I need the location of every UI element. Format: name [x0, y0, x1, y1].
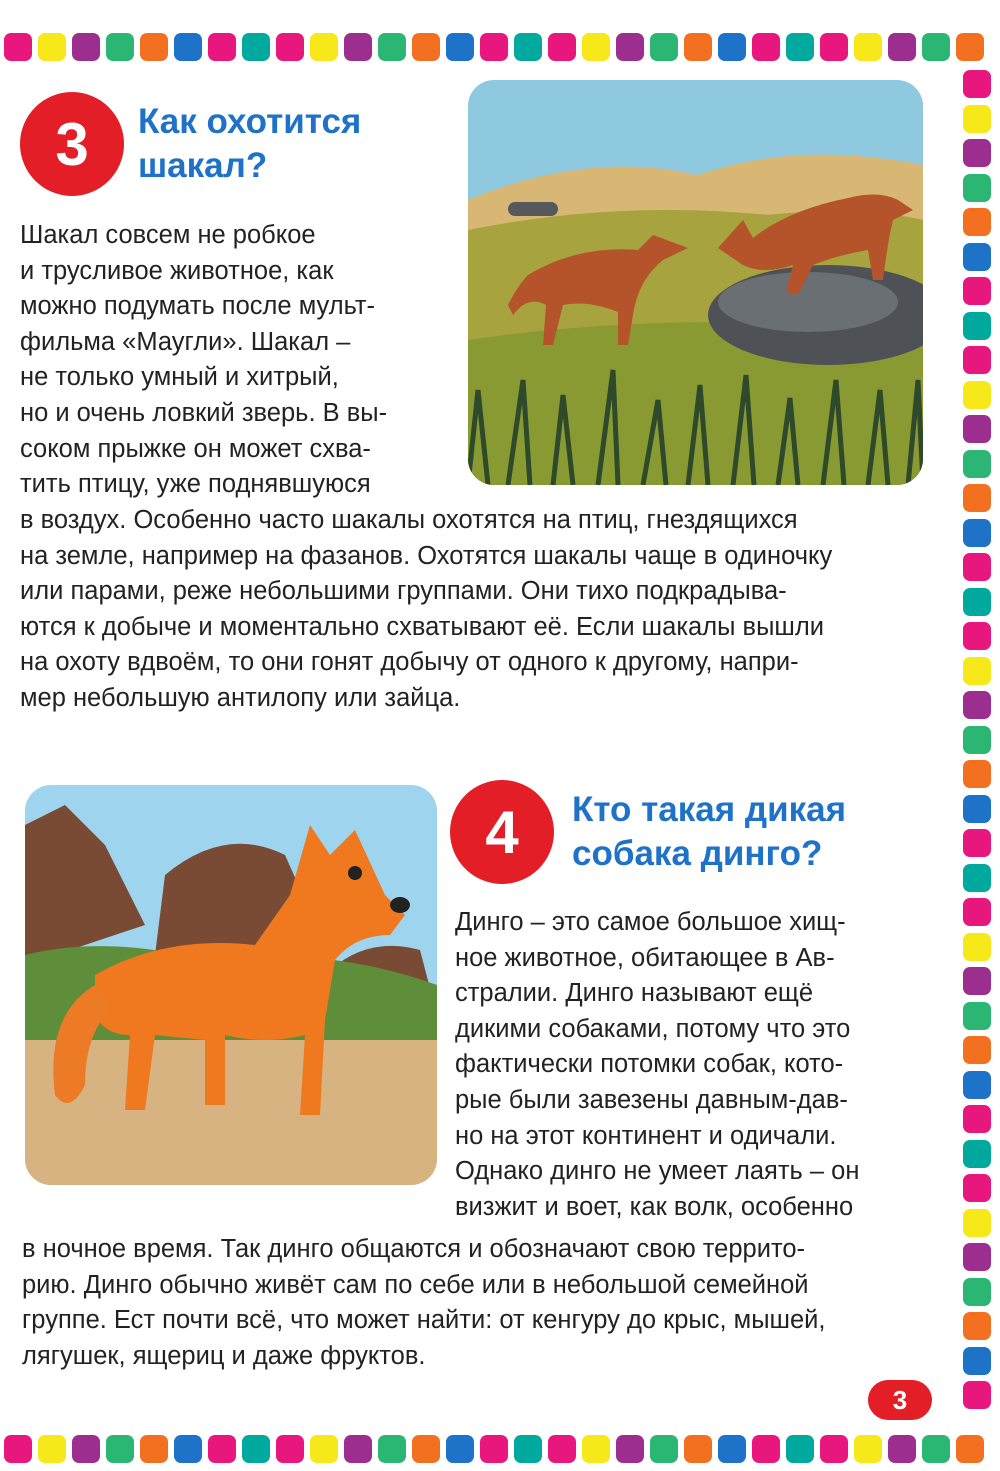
- border-square: [684, 33, 712, 61]
- border-square: [963, 1002, 991, 1030]
- border-square: [514, 33, 542, 61]
- text-line: тить птицу, уже поднявшуюся: [20, 470, 371, 499]
- border-square: [344, 1435, 372, 1463]
- text-line: рые были завезены давным-дав-: [455, 1085, 848, 1114]
- border-square: [4, 1435, 32, 1463]
- border-square: [752, 1435, 780, 1463]
- border-square: [72, 1435, 100, 1463]
- text-line: ное животное, обитающее в Ав-: [455, 943, 835, 972]
- border-square: [548, 1435, 576, 1463]
- border-square: [956, 1435, 984, 1463]
- border-square: [378, 1435, 406, 1463]
- border-square: [718, 33, 746, 61]
- dingo-illustration: [25, 785, 437, 1185]
- section-heading: [572, 788, 846, 876]
- decorative-border-right: [960, 70, 994, 1430]
- border-square: [963, 1347, 991, 1375]
- border-square: [208, 1435, 236, 1463]
- text-line: мер небольшую антилопу или зайца.: [20, 683, 461, 712]
- border-square: [963, 70, 991, 98]
- text-line: Шакал совсем не робкое: [20, 221, 316, 249]
- border-square: [963, 1105, 991, 1133]
- border-square: [963, 312, 991, 340]
- text-line: группе. Ест почти всё, что может найти: от кенгуру до крыс, мышей,: [22, 1306, 826, 1335]
- border-square: [963, 622, 991, 650]
- border-square: [963, 864, 991, 892]
- border-square: [4, 33, 32, 61]
- border-square: [820, 1435, 848, 1463]
- text-line: в воздух. Особенно часто шакалы охотятся на птиц, гнездящихся: [20, 506, 798, 534]
- border-square: [242, 1435, 270, 1463]
- heading-line: собака динго?: [572, 834, 823, 873]
- border-square: [963, 1278, 991, 1306]
- border-square: [963, 1209, 991, 1237]
- jackals-illustration: [468, 80, 923, 485]
- border-square: [582, 33, 610, 61]
- border-square: [616, 33, 644, 61]
- border-square: [888, 1435, 916, 1463]
- text-line: фильма «Маугли». Шакал –: [20, 327, 351, 356]
- border-square: [786, 33, 814, 61]
- text-line: или парами, реже небольшими группами. Они тихо подкрадыва-: [20, 577, 787, 606]
- border-square: [963, 243, 991, 271]
- text-line: соком прыжке он может схва-: [20, 434, 371, 463]
- border-square: [963, 415, 991, 443]
- border-square: [963, 519, 991, 547]
- paragraph-wrapped: [20, 218, 387, 503]
- border-square: [582, 1435, 610, 1463]
- border-square: [412, 1435, 440, 1463]
- border-square: [963, 208, 991, 236]
- border-square: [963, 967, 991, 995]
- border-square: [650, 1435, 678, 1463]
- text-line: не только умный и хитрый,: [20, 363, 339, 392]
- section-heading: [138, 100, 361, 188]
- border-square: [72, 33, 100, 61]
- border-square: [963, 381, 991, 409]
- border-square: [963, 1174, 991, 1202]
- border-square: [922, 1435, 950, 1463]
- text-line: ются к добыче и моментально схватывают её. Если шакалы вышли: [20, 612, 824, 641]
- border-square: [446, 1435, 474, 1463]
- border-square: [963, 174, 991, 202]
- border-square: [446, 33, 474, 61]
- heading-line: Как охотится: [138, 102, 362, 141]
- border-square: [963, 105, 991, 133]
- border-square: [242, 33, 270, 61]
- text-line: стралии. Динго называют ещё: [455, 979, 814, 1008]
- paragraph-full: [20, 503, 832, 717]
- border-square: [963, 1071, 991, 1099]
- border-square: [140, 1435, 168, 1463]
- border-square: [963, 1243, 991, 1271]
- decorative-border-bottom: [0, 1432, 1000, 1466]
- border-square: [956, 33, 984, 61]
- text-line: но на этот континент и одичали.: [455, 1121, 837, 1150]
- border-square: [310, 33, 338, 61]
- border-square: [752, 33, 780, 61]
- border-square: [854, 33, 882, 61]
- text-line: визжит и воет, как волк, особенно: [455, 1192, 854, 1221]
- border-square: [963, 726, 991, 754]
- text-line: лягушек, ящериц и даже фруктов.: [22, 1341, 426, 1370]
- border-square: [888, 33, 916, 61]
- border-square: [922, 33, 950, 61]
- border-square: [963, 588, 991, 616]
- border-square: [854, 1435, 882, 1463]
- border-square: [378, 33, 406, 61]
- border-square: [208, 33, 236, 61]
- text-line: на охоту вдвоём, то они гонят добычу от одного к другому, напри-: [20, 648, 799, 677]
- border-square: [963, 898, 991, 926]
- border-square: [276, 1435, 304, 1463]
- border-square: [310, 1435, 338, 1463]
- section-number-badge: 4: [450, 780, 554, 884]
- border-square: [963, 933, 991, 961]
- border-square: [820, 33, 848, 61]
- border-square: [963, 1381, 991, 1409]
- border-square: [963, 795, 991, 823]
- border-square: [514, 1435, 542, 1463]
- border-square: [140, 33, 168, 61]
- border-square: [616, 1435, 644, 1463]
- border-square: [963, 484, 991, 512]
- border-square: [174, 33, 202, 61]
- border-square: [344, 33, 372, 61]
- border-square: [38, 33, 66, 61]
- decorative-border-top: [0, 30, 1000, 64]
- border-square: [684, 1435, 712, 1463]
- text-line: дикими собаками, потому что это: [455, 1014, 851, 1043]
- border-square: [480, 33, 508, 61]
- border-square: [963, 760, 991, 788]
- text-line: Однако динго не умеет лаять – он: [455, 1157, 860, 1186]
- border-square: [106, 33, 134, 61]
- text-line: рию. Динго обычно живёт сам по себе или в небольшой семейной: [22, 1270, 809, 1299]
- text-line: можно подумать после мульт-: [20, 292, 376, 321]
- border-square: [963, 829, 991, 857]
- section-number-badge: 3: [20, 92, 124, 196]
- page-number: 3: [868, 1380, 932, 1420]
- border-square: [963, 1036, 991, 1064]
- border-square: [106, 1435, 134, 1463]
- border-square: [174, 1435, 202, 1463]
- border-square: [963, 139, 991, 167]
- border-square: [963, 346, 991, 374]
- text-line: но и очень ловкий зверь. В вы-: [20, 398, 388, 427]
- border-square: [412, 33, 440, 61]
- text-line: фактически потомки собак, кото-: [455, 1050, 844, 1079]
- border-square: [276, 33, 304, 61]
- text-line: на земле, например на фазанов. Охотятся шакалы чаще в одиночку: [20, 541, 833, 570]
- border-square: [963, 553, 991, 581]
- border-square: [963, 1312, 991, 1340]
- border-square: [963, 691, 991, 719]
- border-square: [963, 277, 991, 305]
- heading-line: шакал?: [138, 146, 268, 185]
- text-line: в ночное время. Так динго общаются и обозначают свою террито-: [22, 1235, 806, 1263]
- border-square: [786, 1435, 814, 1463]
- heading-line: Кто такая дикая: [572, 790, 847, 829]
- border-square: [38, 1435, 66, 1463]
- border-square: [480, 1435, 508, 1463]
- paragraph-full: [22, 1232, 826, 1374]
- text-line: Динго – это самое большое хищ-: [455, 908, 846, 936]
- border-square: [548, 33, 576, 61]
- border-square: [963, 450, 991, 478]
- border-square: [963, 657, 991, 685]
- border-square: [650, 33, 678, 61]
- border-square: [718, 1435, 746, 1463]
- paragraph-wrapped: [455, 905, 859, 1225]
- text-line: и трусливое животное, как: [20, 256, 334, 285]
- border-square: [963, 1140, 991, 1168]
